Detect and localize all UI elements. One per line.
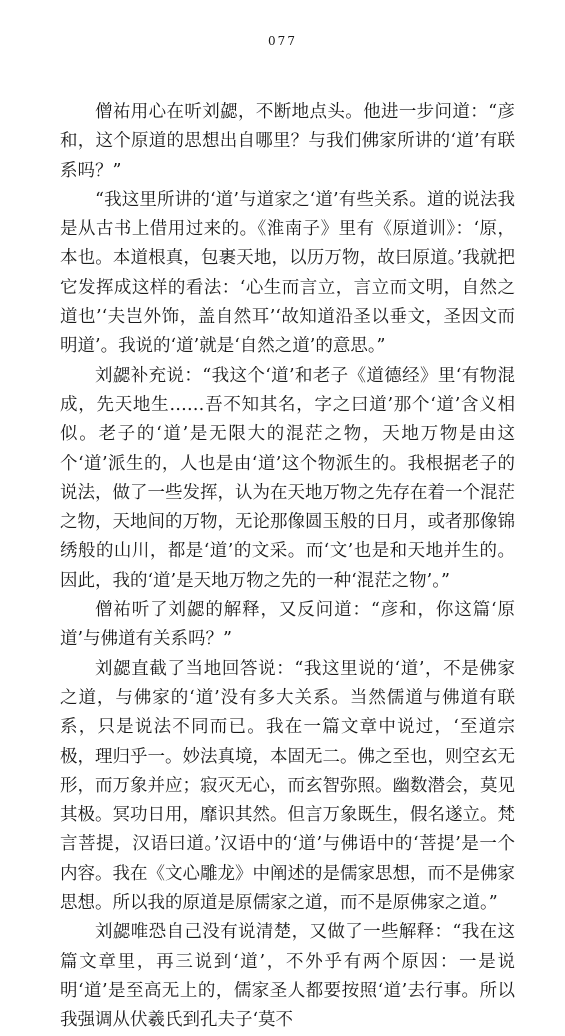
paragraph: “我这里所讲的‘道’与道家之‘道’有些关系。道的说法我是从古书上借用过来的。《淮南子》里有《原道训》：‘原，本也。本道根真，包裹天地，以历万物，故曰原道。’我就把它发挥成这样的看法：‘心生而言立，言立而文明，自然之道也’‘夫岂外饰，盖自然耳’‘故知道沿圣以垂文，圣因文而明道’。我说的‘道’就是‘自然之道’的意思。” [60, 189, 515, 357]
paragraph: 刘勰直截了当地回答说：“我这里说的‘道’，不是佛家之道，与佛家的‘道’没有多大关系。当然儒道与佛道有联系，只是说法不同而已。我在一篇文章中说过，‘至道宗极，理归乎一。妙法真境，本固无二。佛之至也，则空玄无形，而万象并应；寂灭无心，而玄智弥照。幽数潜会，莫见其极。冥功日用，靡识其然。但言万象既生，假名遂立。梵言菩提，汉语曰道。’汉语中的‘道’与佛语中的‘菩提’是一个内容。我在《文心雕龙》中阐述的是儒家思想，而不是佛家思想。所以我的原道是原儒家之道，而不是原佛家之道。” [60, 658, 515, 914]
page-number: 077 [268, 34, 297, 48]
paragraph: 刘勰唯恐自己没有说清楚，又做了一些解释：“我在这篇文章里，再三说到‘道’，不外乎有两个原因：一是说明‘道’是至高无上的，儒家圣人都要按照‘道’去行事。所以我强调从伏羲氏到孔夫子‘莫不 [60, 922, 515, 1031]
body-text [60, 98, 515, 1036]
paragraph: 僧祐听了刘勰的解释，又反问道：“彦和，你这篇‘原道’与佛道有关系吗？” [60, 600, 515, 650]
paragraph: 僧祐用心在听刘勰，不断地点头。他进一步问道：“彦和，这个原道的思想出自哪里？与我们佛家所讲的‘道’有联系吗？” [60, 102, 515, 181]
paragraph: 刘勰补充说：“我这个‘道’和老子《道德经》里‘有物混成，先天地生……吾不知其名，字之曰道’那个‘道’含义相似。老子的‘道’是无限大的混茫之物，天地万物是由这个‘道’派生的，人也是由‘道’这个物派生的。我根据老子的说法，做了一些发挥，认为在天地万物之先存在着一个混茫之物，天地间的万物，无论那像圆玉般的日月，或者那像锦绣般的山川，都是‘道’的文采。而‘文’也是和天地并生的。因此，我的‘道’是天地万物之先的一种‘混茫之物’。” [60, 365, 515, 591]
